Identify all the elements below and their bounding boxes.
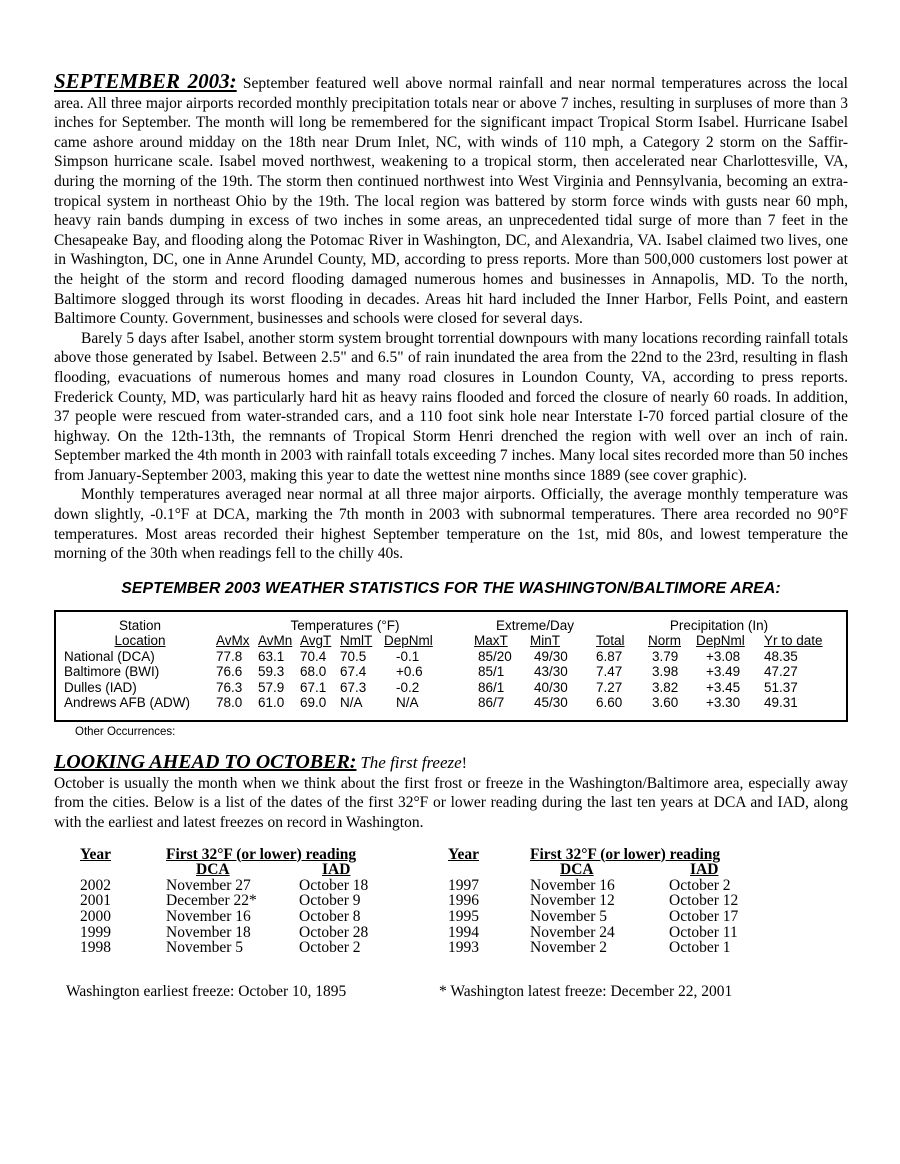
cell-avmx: 78.0	[216, 695, 243, 711]
freeze-dca: November 24	[530, 923, 615, 941]
cell-mint: 40/30	[534, 679, 568, 695]
cell-nmlt: 70.5	[340, 648, 367, 664]
iad-header: IAD	[690, 861, 719, 879]
cell-mint: 43/30	[534, 664, 568, 680]
group-precipitation: Precipitation (In)	[669, 617, 769, 633]
cell-yr-to-date: 47.27	[764, 664, 798, 680]
cell-nmlt: 67.4	[340, 664, 367, 680]
freeze-subheader-row	[80, 862, 419, 878]
cell-depnml-precip: +3.45	[706, 679, 741, 695]
cell-maxt: 86/1	[478, 679, 505, 695]
cell-avmx: 76.6	[216, 664, 243, 680]
col-avmn: AvMn	[258, 633, 293, 649]
freeze-year: 1999	[80, 923, 111, 941]
cell-location: National (DCA)	[64, 648, 155, 664]
freeze-iad: October 1	[669, 939, 731, 957]
freeze-notes	[54, 983, 848, 1007]
freeze-dca: November 18	[166, 923, 251, 941]
cell-maxt: 85/20	[478, 648, 512, 664]
section-heading-october: LOOKING AHEAD TO OCTOBER:	[54, 750, 357, 773]
freeze-row	[80, 925, 419, 941]
cell-depnml-precip: +3.30	[706, 695, 741, 711]
col-maxt: MaxT	[474, 633, 508, 649]
freeze-row	[448, 940, 789, 956]
cell-avmn: 61.0	[258, 695, 285, 711]
cell-avmn: 57.9	[258, 679, 285, 695]
freeze-dca: November 12	[530, 892, 615, 910]
paragraph-2: Barely 5 days after Isabel, another storm system brought torrential downpours with many locations recording rainfall totals above those generated by Isabel. Between 2.5" and 6.5" of rain inundated the area from the 22nd to the 23rd, resulting in flash flooding, evacuations of numerous homes and many road closures in Loundon County, VA, according to press reports. Frederick County, MD, was particularly hard hit as heavy rains flooded and forced the closure of nearly 60 roads. In addition, 37 people were rescued from water-stranded cars, and a 110 foot sink hole near Interstate I-70 forced partial closure of the highway. On the 12th-13th, the remnants of Tropical Storm Henri drenched the region with well over an inch of rain. September marked the 4th month in 2003 with rainfall totals exceeding 7 inches. Many local sites recorded more than 50 inches from January-September 2003, making this year to date the wettest nine months since 1889 (see cover graphic).	[54, 329, 848, 484]
freeze-subheader-row	[448, 862, 789, 878]
freeze-year: 1998	[80, 939, 111, 957]
first-freeze-header: First 32°F (or lower) reading	[530, 845, 721, 863]
freeze-iad: October 8	[299, 908, 361, 925]
cell-norm: 3.60	[652, 695, 679, 711]
cell-maxt: 85/1	[478, 664, 505, 680]
paragraph-1-text: September featured well above normal rainfall and near normal temperatures across the local area. All three major airports recorded monthly precipitation totals near or above 7 inches, resulting in surpluses of more than 3 inches for September. The month will long be remembered for the significant impact Tropical Storm Isabel. Hurricane Isabel came ashore around midday on the 18th near Drum Inlet, NC, with winds of 110 mph, a Category 2 storm on the Saffir-Simpson hurricane scale. Isabel moved northwest, weakening to a tropical storm, then accelerated near Charlottesville, VA, during the morning of the 19th. The storm then continued northwest into West Virginia and Pennsylvania, becoming an extra-tropical system in northeast Ohio by the 19th. The local region was battered by storm force winds with gusts near 60 mph, heavy rain bands dumping in excess of two inches in some areas, an unprecedented tidal surge of more than 7 feet in the Chesapeake Bay, and flooding along the Potomac River in Washington, DC, and Alexandria, VA. Isabel claimed two lives, one in Washington, DC, one in Anne Arundel County, MD, according to press reports. More than 500,000 customers lost power at the height of the storm and record flooding damaged numerous homes and businesses in Annapolis, MD. To the north, Baltimore slogged through its worst flooding in decades. Areas hit hard included the Inner Harbor, Fells Point, and eastern Baltimore County. Government, businesses and schools were closed for several days.	[54, 75, 848, 328]
col-mint: MinT	[530, 633, 560, 649]
freeze-year: 1993	[448, 939, 479, 957]
freeze-dca: November 2	[530, 939, 608, 957]
freeze-row	[448, 878, 789, 894]
col-depnml-temp: DepNml	[384, 633, 433, 649]
cell-yr-to-date: 51.37	[764, 679, 798, 695]
freeze-dates-section	[54, 847, 848, 967]
subtitle-exclamation: !	[461, 754, 467, 772]
freeze-iad: October 12	[669, 892, 739, 910]
group-extreme: Extreme/Day	[495, 617, 575, 633]
cell-avgt: 67.1	[300, 679, 327, 695]
col-nmlt: NmlT	[340, 633, 373, 649]
september-summary-paragraph	[54, 69, 848, 329]
table-row	[64, 664, 842, 680]
freeze-year: 2001	[80, 892, 111, 910]
table-row	[64, 649, 842, 665]
freeze-dca: November 27	[166, 876, 251, 894]
group-header-row	[64, 618, 842, 634]
freeze-header-row	[448, 847, 789, 863]
freeze-dca: November 5	[166, 939, 244, 957]
freeze-iad: October 17	[669, 908, 739, 925]
first-freeze-header: First 32°F (or lower) reading	[166, 845, 357, 863]
weather-stats-table	[64, 618, 842, 711]
earliest-freeze-note: Washington earliest freeze: October 10, 1895	[66, 982, 347, 1000]
cell-depnml-temp: +0.6	[396, 664, 423, 680]
freeze-row	[448, 909, 789, 925]
col-yr-to-date: Yr to date	[764, 633, 823, 649]
cell-mint: 45/30	[534, 695, 568, 711]
table-row	[64, 695, 842, 711]
cell-depnml-temp: -0.2	[396, 679, 420, 695]
cell-nmlt: N/A	[340, 695, 363, 711]
cell-avgt: 70.4	[300, 648, 327, 664]
other-occurrences-label: Other Occurrences:	[75, 725, 176, 738]
freeze-dca: December 22*	[166, 892, 257, 910]
freeze-dca: November 16	[166, 908, 251, 925]
group-temperatures: Temperatures (°F)	[290, 617, 400, 633]
freeze-row	[80, 893, 419, 909]
cell-location: Dulles (IAD)	[64, 679, 137, 695]
freeze-row	[448, 925, 789, 941]
looking-ahead-subtitle: The first freeze	[360, 752, 462, 772]
freeze-dca: November 16	[530, 876, 615, 894]
dca-header: DCA	[560, 861, 594, 879]
freeze-row	[80, 940, 419, 956]
cell-avmn: 59.3	[258, 664, 285, 680]
freeze-year: 1994	[448, 923, 479, 941]
freeze-row	[448, 893, 789, 909]
cell-avmx: 76.3	[216, 679, 243, 695]
cell-avgt: 68.0	[300, 664, 327, 680]
cell-yr-to-date: 48.35	[764, 648, 798, 664]
freeze-row	[80, 878, 419, 894]
paragraph-3: Monthly temperatures averaged near normal at all three major airports. Officially, the average monthly temperature was down slightly, -0.1°F at DCA, marking the 7th month in 2003 with subnormal temperatures. There area recorded no 90°F temperatures. Most areas recorded their highest September temperature on the 1st, mid 80s, and lowest temperature the morning of the 30th when readings fell to the chilly 40s.	[54, 486, 848, 563]
freeze-year: 2002	[80, 876, 111, 894]
cell-yr-to-date: 49.31	[764, 695, 798, 711]
col-location: Location	[114, 633, 166, 649]
cell-norm: 3.82	[652, 679, 679, 695]
cell-mint: 49/30	[534, 648, 568, 664]
freeze-iad: October 18	[299, 876, 369, 894]
freeze-table-right	[448, 847, 789, 956]
col-depnml-precip: DepNml	[696, 633, 745, 649]
freeze-iad: October 9	[299, 892, 361, 910]
looking-ahead-text: October is usually the month when we think about the first frost or freeze in the Washington/Baltimore area, especially away from the cities. Below is a list of the dates of the first 32°F or lower reading during the last ten years at DCA and IAD, along with the earliest and latest freezes on record in Washington.	[54, 774, 848, 832]
cell-depnml-temp: N/A	[396, 695, 419, 711]
dca-header: DCA	[196, 861, 230, 879]
column-header-row	[64, 633, 842, 649]
newsletter-page	[54, 69, 848, 1007]
freeze-year: 1995	[448, 908, 479, 925]
col-avgt: AvgT	[300, 633, 332, 649]
freeze-dca: November 5	[530, 908, 608, 925]
cell-avgt: 69.0	[300, 695, 327, 711]
iad-header: IAD	[322, 861, 351, 879]
cell-location: Baltimore (BWI)	[64, 664, 160, 680]
cell-norm: 3.98	[652, 664, 679, 680]
freeze-row	[80, 909, 419, 925]
freeze-iad: October 28	[299, 923, 369, 941]
cell-total: 6.87	[596, 648, 623, 664]
section-heading-september: SEPTEMBER 2003:	[54, 69, 237, 93]
freeze-iad: October 2	[669, 876, 731, 894]
cell-depnml-precip: +3.08	[706, 648, 741, 664]
group-station: Station	[118, 617, 162, 633]
col-total: Total	[596, 633, 625, 649]
cell-norm: 3.79	[652, 648, 679, 664]
freeze-header-row	[80, 847, 419, 863]
year-header: Year	[448, 845, 479, 863]
freeze-iad: October 2	[299, 939, 361, 957]
cell-total: 6.60	[596, 695, 623, 711]
cell-avmx: 77.8	[216, 648, 243, 664]
freeze-year: 1996	[448, 892, 479, 910]
stats-title: SEPTEMBER 2003 WEATHER STATISTICS FOR THE WASHINGTON/BALTIMORE AREA:	[121, 579, 781, 597]
cell-depnml-temp: -0.1	[396, 648, 420, 664]
year-header: Year	[80, 845, 111, 863]
freeze-year: 1997	[448, 876, 479, 894]
cell-avmn: 63.1	[258, 648, 285, 664]
cell-maxt: 86/7	[478, 695, 505, 711]
cell-total: 7.47	[596, 664, 623, 680]
freeze-year: 2000	[80, 908, 111, 925]
cell-nmlt: 67.3	[340, 679, 367, 695]
cell-total: 7.27	[596, 679, 623, 695]
col-norm: Norm	[648, 633, 681, 649]
weather-stats-box	[54, 610, 848, 722]
cell-depnml-precip: +3.49	[706, 664, 741, 680]
col-avmx: AvMx	[216, 633, 250, 649]
freeze-iad: October 11	[669, 923, 738, 941]
cell-location: Andrews AFB (ADW)	[64, 695, 191, 711]
looking-ahead-heading	[54, 752, 848, 774]
freeze-table-left	[80, 847, 419, 956]
latest-freeze-note: * Washington latest freeze: December 22, 2001	[439, 982, 733, 1000]
table-row	[64, 680, 842, 696]
